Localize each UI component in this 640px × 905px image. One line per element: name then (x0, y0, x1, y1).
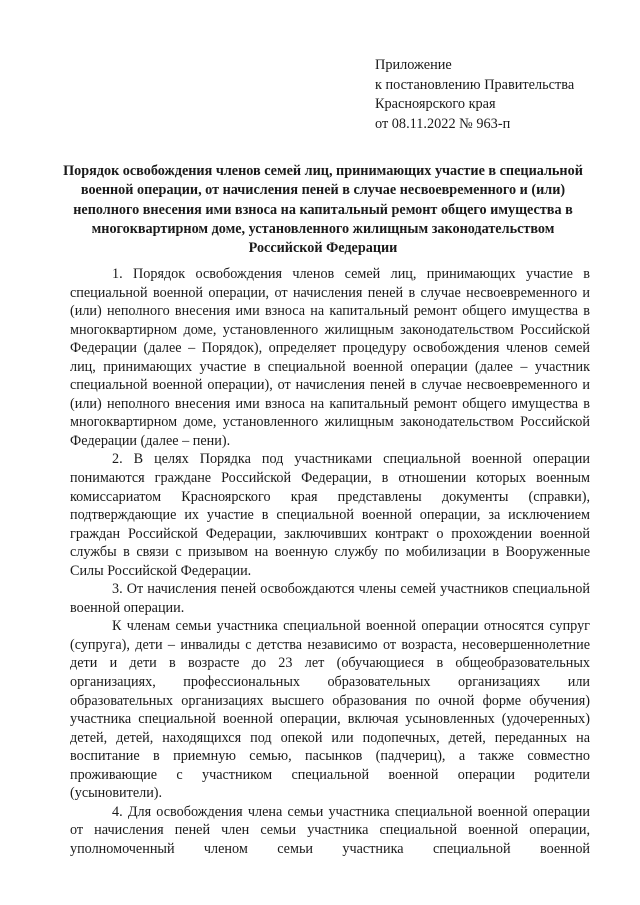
appendix-line-1: Приложение (375, 57, 452, 73)
appendix-line-3: Красноярского края (375, 96, 496, 113)
document-body (70, 265, 590, 859)
paragraph-2: 2. В целях Порядка под участниками специальной военной операции понимаются граждане Российской Федерации, в отношении которых военным комиссариатом Красноярского края представлены документы (справки), подтверждающие их участие в специальной военной операции, за исключением граждан Российской Федерации, заключивших контракт о прохождении военной службы в связи с призывом на военную службу по мобилизации в Вооруженные Силы Российской Федерации. (70, 451, 590, 579)
document-title: Порядок освобождения членов семей лиц, принимающих участие в специальной военной операции, от начисления пеней в случае несвоевременного и (или) неполного внесения ими взноса на капитальный ремонт общего имущества в многоквартирном доме, установленного жилищным законодательством Российской Федерации (63, 163, 583, 257)
appendix-line-4: от 08.11.2022 № 963-п (375, 115, 511, 132)
appendix-header (375, 56, 574, 134)
paragraph-4: К членам семьи участника специальной военной операции относятся супруг (супруга), дети – инвалиды с детства независимо от возраста, несовершеннолетние дети и дети в возрасте до 23 лет (обучающиеся в общеобразовательных организациях, профессиональных образовательных организациях или образовательных организациях высшего образования по очной форме обучения) участника специальной военной операции, включая усыновленных (удочеренных) детей, детей, находящихся под опекой или подопечных, детей, переданных на воспитание в приемную семью, пасынков (падчериц), а также совместно проживающие с участником специальной военной операции родители (усыновители). (70, 618, 590, 802)
paragraph-5: 4. Для освобождения члена семьи участника специальной военной операции от начисления пеней член семьи участника специальной военной операции, уполномоченный членом семьи участника специальной военной (70, 803, 590, 857)
appendix-line-2: к постановлению Правительства (375, 76, 575, 93)
paragraph-1: 1. Порядок освобождения членов семей лиц, принимающих участие в специальной военной операции, от начисления пеней в случае несвоевременного и (или) неполного внесения ими взноса на капитальный ремонт общего имущества в многоквартирном доме, установленного жилищным законодательством Российской Федерации (далее – Порядок), определяет процедуру освобождения членов семей лиц, принимающих участие в специальной военной операции (далее – участник специальной военной операции), от начисления пеней в случае несвоевременного и (или) неполного внесения ими взноса на капитальный ремонт общего имущества в многоквартирном доме, установленного жилищным законодательством Российской Федерации (далее – пени). (70, 266, 590, 449)
paragraph-3: 3. От начисления пеней освобождаются члены семей участников специальной военной операции. (70, 581, 590, 616)
